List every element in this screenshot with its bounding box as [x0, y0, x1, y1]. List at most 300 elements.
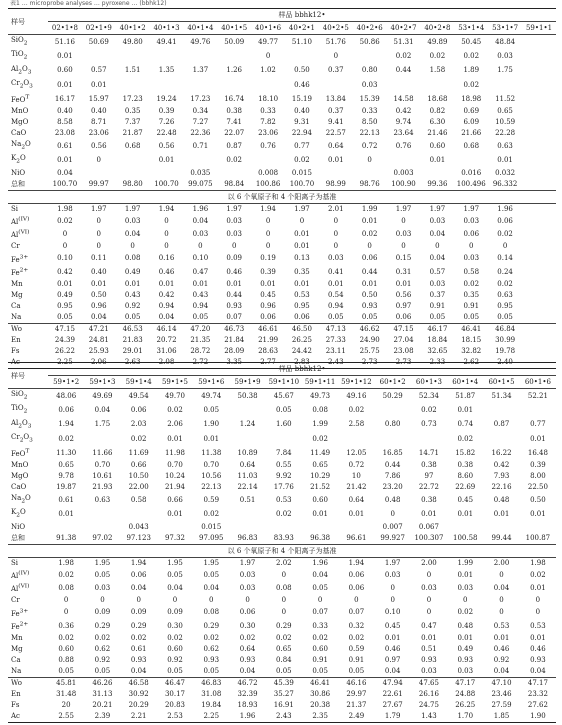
table-cell: 96.38	[310, 533, 331, 542]
table-cell: 0	[172, 596, 178, 605]
table-cell: 16.17	[54, 94, 75, 103]
table-cell: 0.05	[312, 666, 328, 675]
row-label: NiO	[11, 168, 26, 177]
table-cell: 0.10	[384, 608, 401, 617]
table-cell: 0	[96, 242, 102, 251]
table-cell	[116, 78, 150, 92]
table-cell: 21.94	[164, 482, 185, 491]
table-cell: 2.33	[420, 357, 454, 369]
table-cell: 49.89	[420, 35, 454, 50]
table-cell: 0.51	[421, 644, 437, 653]
table-cell: 1.35	[158, 66, 175, 75]
analysis-table-2	[8, 362, 556, 723]
table-cell: 2.00	[411, 557, 447, 569]
column-header: 40•1•2	[119, 24, 146, 32]
table-cell: 0.06	[294, 312, 310, 321]
table-cell: 51.76	[319, 35, 353, 50]
table-cell: 0.93	[457, 655, 474, 664]
table-cell: 0	[63, 596, 69, 605]
table-cell: 0.36	[58, 621, 74, 630]
table-cell: 1.90	[520, 711, 556, 723]
table-cell: 22.50	[527, 482, 548, 491]
table-cell: 46.14	[150, 323, 184, 335]
table-cell	[375, 432, 411, 446]
table-row	[8, 301, 556, 312]
table-cell	[157, 522, 193, 533]
table-cell: 0.50	[530, 495, 546, 504]
table-cell: 0.40	[90, 106, 107, 115]
table-cell: 0.09	[167, 608, 183, 617]
table-cell	[229, 432, 265, 446]
table-cell: 0.05	[361, 312, 378, 321]
table-row	[8, 241, 556, 252]
table-cell	[319, 168, 353, 179]
table-cell: 0.66	[130, 460, 147, 469]
table-row	[8, 471, 556, 482]
table-cell: 50.29	[375, 389, 411, 404]
table-cell: 0.69	[463, 106, 480, 115]
row-label: Si	[8, 203, 48, 215]
table-row	[8, 633, 556, 644]
table-row	[8, 569, 556, 582]
table-cell: 31.06	[156, 346, 177, 355]
table-cell: 0.02	[239, 633, 256, 642]
table-cell: 96.332	[492, 179, 518, 188]
table-cell: 1.24	[239, 420, 256, 429]
row-label: $Al_2O_3$	[11, 64, 32, 76]
table-cell: 0.04	[429, 254, 446, 263]
table-cell: 2.53	[157, 711, 193, 723]
table-cell: 0.76	[395, 141, 412, 150]
table-cell: 0.02	[497, 279, 513, 288]
table-cell: 0.29	[94, 621, 111, 630]
table-cell: 19.24	[156, 94, 177, 103]
table-cell	[522, 301, 556, 312]
table-cell: 18.93	[237, 700, 258, 709]
table-cell: 1.51	[124, 66, 141, 75]
table-cell: 46.26	[84, 677, 120, 689]
table-cell: 0.02	[203, 633, 220, 642]
table-cell: 2.06	[167, 420, 183, 429]
table-cell: 21.99	[258, 335, 279, 344]
column-header: 40•1•5	[221, 24, 248, 32]
table-cell: 0.01	[361, 216, 378, 225]
row-label: Si	[8, 557, 48, 569]
table-cell: 0.016	[461, 168, 482, 177]
table-row	[8, 139, 556, 153]
table-cell	[522, 203, 556, 215]
table-cell: 0.46	[530, 644, 546, 653]
table-cell: 0.01	[384, 633, 401, 642]
table-cell: 0.61	[58, 495, 74, 504]
table-cell: 0.29	[130, 621, 147, 630]
table-cell: 0.08	[124, 254, 141, 263]
table-row	[8, 78, 556, 92]
table-cell: 22.69	[455, 482, 476, 491]
table-cell: 0.02	[58, 434, 74, 443]
table-cell: 2.01	[319, 203, 353, 215]
table-cell: 2.39	[84, 711, 120, 723]
table-cell: 96.61	[346, 533, 367, 542]
table-cell: 47.10	[483, 677, 519, 689]
table-cell: 0	[535, 596, 541, 605]
table-cell: 17.23	[122, 94, 143, 103]
table-cell: 0.01	[493, 633, 510, 642]
table-cell: 22.48	[156, 128, 177, 137]
table-cell: 24.39	[54, 335, 75, 344]
table-cell: 0.97	[395, 301, 412, 310]
table-cell: 1.75	[497, 66, 513, 75]
table-cell: 0.05	[348, 666, 365, 675]
table-cell	[116, 153, 150, 167]
table-cell: 0.10	[192, 254, 209, 263]
table-cell: 46.73	[217, 323, 251, 335]
column-header: 60•1•5	[488, 378, 515, 386]
table-cell: 22.57	[325, 128, 346, 137]
table-cell: 0	[130, 242, 135, 251]
table-cell: 100.87	[525, 533, 551, 542]
table-cell: 0.44	[226, 290, 243, 299]
row-label: $Fe^{2+}$	[11, 621, 29, 631]
table-cell: 9.78	[58, 471, 74, 480]
table-cell: 51.34	[483, 389, 519, 404]
table-cell: 0.05	[276, 666, 292, 675]
table-cell: 0	[333, 242, 339, 251]
table-cell	[522, 266, 556, 279]
table-cell: 26.25	[291, 335, 312, 344]
table-cell: 100.58	[452, 533, 478, 542]
table-cell	[522, 290, 556, 301]
table-cell: 47.13	[319, 323, 353, 335]
row-label: Mn	[11, 279, 23, 288]
table-cell: 21.37	[346, 700, 367, 709]
table-cell: 0.59	[348, 644, 365, 653]
table-cell	[150, 49, 184, 63]
table-cell: 0.71	[192, 141, 209, 150]
table-cell: 0.64	[348, 495, 365, 504]
table-cell: 0.84	[276, 655, 292, 664]
table-cell	[150, 168, 184, 179]
table-cell: 11.49	[310, 448, 331, 457]
table-cell: 21.66	[461, 128, 482, 137]
table-cell: 16.22	[491, 448, 512, 457]
table-cell: 6.09	[463, 117, 480, 126]
table-cell: 0.42	[57, 267, 73, 276]
table-cell: 0.34	[192, 106, 209, 115]
table-cell: 0.58	[130, 495, 147, 504]
table-cell: 0.45	[457, 495, 474, 504]
table-cell: 0.40	[294, 106, 310, 115]
table-cell: 22.16	[491, 482, 512, 491]
table-cell: 0	[435, 242, 440, 251]
column-header: 40•2•6	[356, 24, 383, 32]
table-cell: 0.42	[395, 106, 412, 115]
corner-label: 样号	[8, 363, 48, 389]
table-cell: 0.95	[294, 301, 310, 310]
table-cell: 0.07	[348, 608, 365, 617]
table-cell: 0.74	[457, 420, 474, 429]
table-cell: 1.79	[375, 711, 411, 723]
table-cell: 0.04	[130, 584, 147, 593]
table-row	[8, 323, 556, 335]
table-cell: 7.82	[260, 117, 276, 126]
table-cell: 0.60	[58, 644, 74, 653]
table-cell: 27.62	[527, 700, 548, 709]
table-cell: 11.30	[56, 448, 77, 457]
table-cell	[522, 35, 556, 50]
table-cell: 14.58	[393, 94, 414, 103]
table-cell: 32.39	[237, 689, 258, 698]
table-cell: 100.90	[391, 179, 416, 188]
table-cell	[522, 323, 556, 335]
table-cell: 0.008	[258, 168, 279, 177]
table-cell: 0	[317, 596, 323, 605]
table-cell: 21.52	[310, 482, 331, 491]
table-cell: 50.45	[454, 35, 488, 50]
table-cell: 0.035	[190, 168, 211, 177]
table-cell: 0.48	[457, 621, 474, 630]
table-cell: 0	[390, 584, 395, 593]
table-cell: 0.03	[384, 570, 401, 579]
table-cell: 2.03	[130, 420, 147, 429]
table-cell: 1.97	[217, 203, 251, 215]
normalization-note: 以 6 个氧原子和 4 个阳离子为基准	[8, 544, 556, 557]
table-cell: 0.91	[429, 301, 446, 310]
table-cell: 0.02	[457, 434, 474, 443]
table-cell: 32.82	[461, 346, 482, 355]
table-cell	[82, 168, 116, 179]
table-cell: 0.94	[158, 301, 175, 310]
table-row	[8, 153, 556, 167]
table-cell	[183, 49, 217, 63]
table-cell: 0.47	[421, 621, 437, 630]
column-header: 02•1•8	[51, 24, 78, 32]
table-cell: 1.94	[121, 557, 157, 569]
table-row	[8, 507, 556, 521]
table-cell: 15.97	[88, 94, 109, 103]
table-cell: 99.36	[427, 179, 448, 188]
table-cell: 98.99	[325, 179, 346, 188]
table-cell	[454, 153, 488, 167]
table-cell: 1.60	[276, 420, 292, 429]
column-header: 59•1•4	[125, 378, 152, 386]
table-cell: 98.76	[359, 179, 380, 188]
table-cell: 0.49	[124, 267, 141, 276]
table-cell: 21.93	[92, 482, 113, 491]
column-header: 59•1•9	[234, 378, 261, 386]
table-cell: 0.87	[226, 141, 243, 150]
table-cell: 9.41	[328, 117, 344, 126]
table-cell: 0	[281, 570, 287, 579]
table-cell	[420, 78, 454, 92]
table-cell: 0.06	[260, 312, 276, 321]
table-cell: 20.72	[156, 335, 177, 344]
table-cell: 100.86	[255, 179, 281, 188]
table-cell: 49.54	[121, 389, 157, 404]
table-cell: 1.26	[226, 66, 243, 75]
table-cell: 0.02	[348, 633, 365, 642]
column-header: 40•2•7	[390, 24, 417, 32]
table-cell: 0.94	[328, 301, 344, 310]
column-header: 40•2•1	[288, 24, 315, 32]
table-cell: 50.69	[82, 35, 116, 50]
table-cell: 0.94	[192, 301, 209, 310]
table-cell: 0.01	[158, 155, 175, 164]
table-cell: 0.05	[463, 312, 480, 321]
table-cell: 0.01	[530, 434, 546, 443]
table-cell: 0.56	[158, 141, 175, 150]
row-label: MnO	[11, 460, 29, 469]
table-cell: 1.99	[447, 557, 483, 569]
table-cell: 0.04	[167, 584, 183, 593]
table-cell	[183, 153, 217, 167]
table-cell: 49.73	[302, 389, 338, 404]
table-cell: 50.86	[353, 35, 387, 50]
row-label: Na	[11, 666, 22, 675]
table-cell: 0.01	[421, 633, 437, 642]
table-cell: 0	[96, 216, 102, 225]
table-cell: 0.01	[90, 80, 107, 89]
row-label: MgO	[11, 471, 29, 480]
table-cell	[302, 522, 338, 533]
table-cell: 27.59	[491, 700, 512, 709]
column-header: 59•1•5	[161, 378, 189, 386]
table-cell: 0.01	[158, 279, 175, 288]
table-cell: 1.97	[375, 557, 411, 569]
table-cell: 0.30	[167, 621, 183, 630]
table-cell: 49.77	[251, 35, 285, 50]
table-cell: 0.09	[94, 608, 111, 617]
table-cell: 0.93	[530, 655, 546, 664]
table-cell: 22.13	[201, 482, 222, 491]
table-cell: 0.60	[167, 644, 183, 653]
table-cell: 23.11	[325, 346, 346, 355]
table-cell: 47.15	[48, 323, 82, 335]
table-cell: 96.83	[237, 533, 258, 542]
table-cell: 0	[535, 608, 541, 617]
table-cell	[522, 49, 556, 63]
table-cell: 0.03	[94, 584, 111, 593]
table-cell	[387, 153, 421, 167]
table-cell: 49.74	[193, 389, 229, 404]
table-cell: 28.72	[190, 346, 211, 355]
table-cell: 0.03	[226, 230, 243, 239]
table-cell: 0.50	[90, 290, 107, 299]
table-cell: 0	[209, 596, 214, 605]
row-label: $Al_2O_3$	[11, 418, 32, 430]
table-row	[8, 64, 556, 78]
table-cell: 0	[62, 242, 68, 251]
table-cell	[116, 168, 150, 179]
table-cell: 49.80	[116, 35, 150, 50]
table-cell: 47.65	[411, 677, 447, 689]
table-cell: 0.02	[361, 230, 378, 239]
table-cell: 0.93	[226, 301, 243, 310]
table-cell: 20.38	[310, 700, 331, 709]
table-cell: 0.02	[130, 633, 147, 642]
table-cell: 0.39	[530, 460, 546, 469]
table-cell: 51.16	[48, 35, 82, 50]
table-cell: 0.48	[384, 495, 401, 504]
row-label: Fs	[11, 700, 20, 709]
table-cell: 23.32	[527, 689, 548, 698]
table-cell: 0.16	[158, 254, 175, 263]
table-cell: 0.04	[94, 406, 111, 415]
row-label: Ca	[11, 655, 21, 664]
table-cell	[520, 403, 556, 417]
column-header: 59•1•12	[341, 378, 372, 386]
table-cell: 8.50	[361, 117, 378, 126]
table-cell: 0.01	[530, 584, 546, 593]
table-cell: 19.78	[495, 346, 516, 355]
table-cell: 22.72	[418, 482, 439, 491]
table-cell: 0.01	[203, 434, 220, 443]
table-cell	[522, 153, 556, 167]
table-cell: 0.06	[239, 608, 256, 617]
table-cell: 23.08	[393, 346, 414, 355]
row-label: $K_2O$	[11, 154, 26, 165]
table-cell: 0.02	[421, 406, 437, 415]
table-cell: 0.06	[497, 216, 513, 225]
row-label: $Cr_2O_3$	[11, 433, 33, 444]
table-cell: 0.10	[57, 254, 73, 263]
table-cell: 0.01	[124, 279, 141, 288]
table-cell: 19.87	[56, 482, 77, 491]
table-cell: 31.13	[92, 689, 113, 698]
table-cell: 1.96	[229, 711, 265, 723]
table-cell: 16.91	[273, 700, 294, 709]
table-cell: 0.32	[348, 621, 365, 630]
table-cell: 0	[426, 608, 432, 617]
table-cell: 6.30	[429, 117, 446, 126]
table-cell: 1.43	[411, 711, 447, 723]
table-cell	[116, 49, 150, 63]
table-cell	[483, 403, 519, 417]
table-cell: 22.13	[359, 128, 380, 137]
table-cell: 0.55	[276, 460, 292, 469]
table-cell: 100.70	[52, 179, 78, 188]
table-cell: 8.71	[90, 117, 107, 126]
table-cell: 35.27	[273, 689, 294, 698]
table-cell	[84, 522, 120, 533]
table-cell: 0.61	[57, 141, 73, 150]
row-label: En	[11, 689, 21, 698]
table-cell: 0.24	[497, 267, 513, 276]
table-cell: 1.94	[338, 557, 374, 569]
table-cell: 47.94	[375, 677, 411, 689]
table-cell: 0.01	[530, 509, 546, 518]
table-cell: 2.21	[121, 711, 157, 723]
table-row	[8, 482, 556, 493]
table-cell: 10.61	[92, 471, 113, 480]
table-row	[8, 418, 556, 432]
table-cell	[522, 252, 556, 265]
table-cell: 30.92	[128, 689, 149, 698]
table-cell: 46.53	[116, 323, 150, 335]
table-row	[8, 620, 556, 633]
table-cell: 10.29	[310, 471, 331, 480]
row-label: SiO$_2$	[8, 35, 48, 50]
table-cell: 0.05	[328, 312, 344, 321]
row-label: MnO	[11, 106, 29, 115]
table-cell: 0	[299, 216, 305, 225]
table-cell: 0.02	[167, 406, 183, 415]
table-row	[8, 533, 556, 545]
row-label: Mg	[11, 644, 23, 653]
table-cell: 2.08	[150, 357, 184, 369]
table-cell	[251, 153, 285, 167]
table-cell: 0.31	[395, 267, 412, 276]
